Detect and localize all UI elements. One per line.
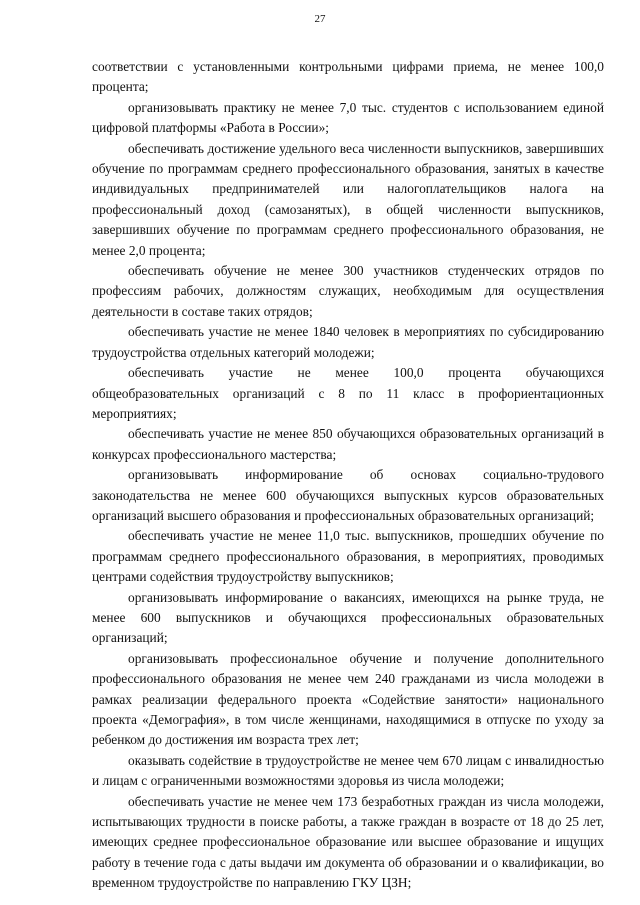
paragraph-career-guidance: обеспечивать участие не менее 100,0 процента обучающихся общеобразовательных организаций с 8 по 11 класс в профориентационных мероприятиях; [92,365,604,421]
paragraph-employment-subsidies: обеспечивать участие не менее 1840 человек в мероприятиях по субсидированию трудоустройства отдельных категорий молодежи; [92,324,604,360]
paragraph-temporary-employment: обеспечивать участие не менее чем 173 безработных граждан из числа молодежи, испытывающих трудности в поиске работы, а также граждан в возрасте от 18 до 25 лет, имеющих среднее профессиональное образование или высшее образование и ищущих работу в течение года с даты выдачи им документа об образовании и о квалификации, во временном трудоустройстве по направлению ГКУ ЦЗН; [92,793,604,891]
paragraph-admission-figures: соответствии с установленными контрольными цифрами приема, не менее 100,0 процента; [92,59,604,95]
page-number: 27 [314,13,326,25]
paragraph-skills-contests: обеспечивать участие не менее 850 обучающихся образовательных организаций в конкурсах профессионального мастерства; [92,426,604,462]
paragraph-career-centers: обеспечивать участие не менее 11,0 тыс. выпускников, прошедших обучение по программам среднего профессионального образования, в мероприятиях, проводимых центрами содействия трудоустройству выпускников; [92,528,604,585]
paragraph-student-practice: организовывать практику не менее 7,0 тыс. студентов с использованием единой цифровой платформы «Работа в России»; [92,99,604,136]
document-body [92,57,604,894]
paragraph-vocational-training: организовывать профессиональное обучение и получение дополнительного профессионального образования не менее чем 240 гражданами из числа молодежи в рамках реализации федерального проекта «Содействие занятости» национального проекта «Демография», в том числе женщинами, находящимися в отпуске по уходу за ребенком до достижения им возраста трех лет; [92,650,604,748]
paragraph-self-employed-graduates: обеспечивать достижение удельного веса численности выпускников, завершивших обучение по программам среднего профессионального образования, занятых в качестве индивидуальных предпринимателей или налогоплательщиков налога на профессиональный доход (самозанятых), в общей численности выпускников, завершивших обучение по программам среднего профессионального образования, не менее 2,0 процента; [92,140,604,258]
paragraph-disability-employment: оказывать содействие в трудоустройстве не менее чем 670 лицам с инвалидностью и лицам с ограниченными возможностями здоровья из числа молодежи; [92,752,604,789]
paragraph-labour-law-informing: организовывать информирование об основах социально-трудового законодательства не менее 600 обучающихся выпускных курсов образовательных организаций высшего образования и профессиональных образовательных организаций; [92,467,604,523]
paragraph-student-squads: обеспечивать обучение не менее 300 участников студенческих отрядов по профессиям рабочих, должностям служащих, необходимым для осуществления деятельности в составе таких отрядов; [92,263,604,319]
paragraph-vacancy-informing: организовывать информирование о вакансиях, имеющихся на рынке труда, не менее 600 выпускников и обучающихся профессиональных образовательных организаций; [92,589,604,646]
